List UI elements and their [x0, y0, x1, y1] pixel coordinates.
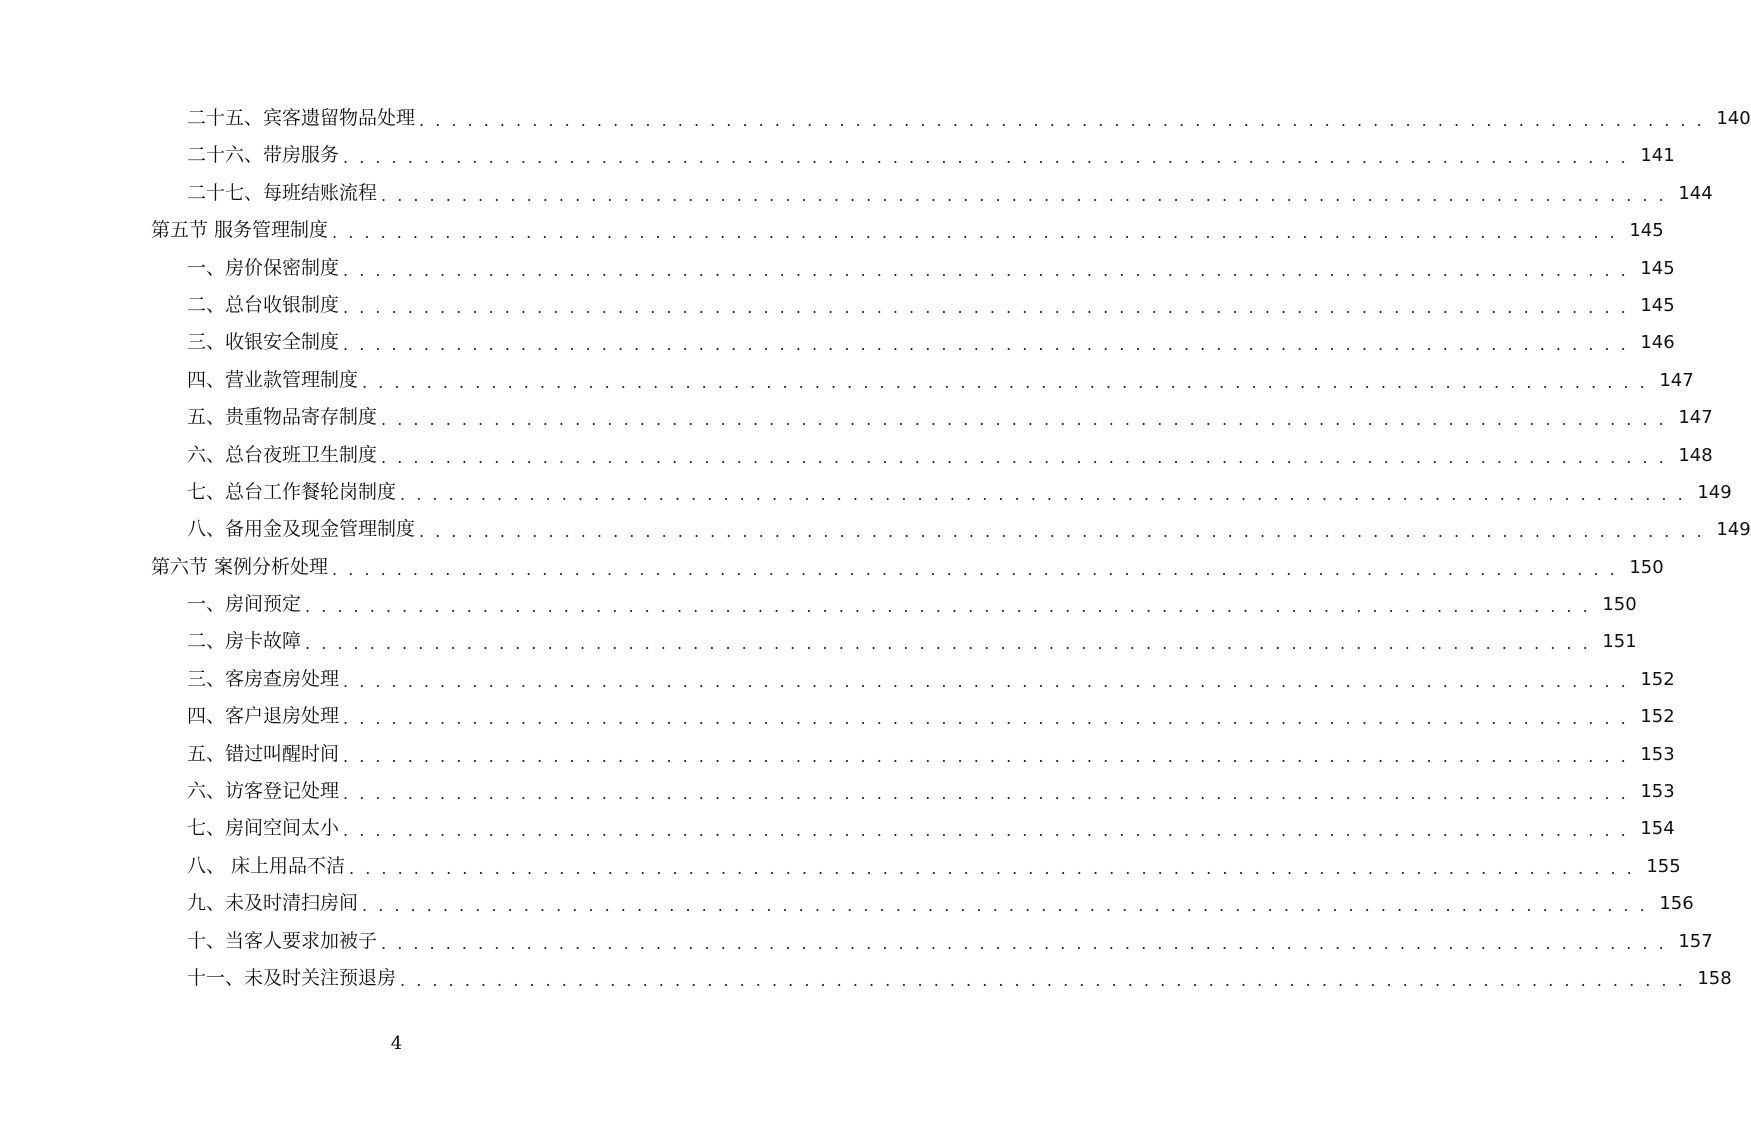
toc-entry-page-number: 152	[1640, 706, 1675, 728]
toc-entry-page-number: 153	[1640, 743, 1675, 765]
dot-leader: . . . . . . . . . . . . . . . . . . . . . . . . . . . . . . . . . . . . . . . . . . . . . . . . . . . . . . . . . . . . . . . . . . . . . . . . . . . . . . . .	[343, 821, 1629, 841]
dot-leader: . . . . . . . . . . . . . . . . . . . . . . . . . . . . . . . . . . . . . . . . . . . . . . . . . . . . . . . . . . . . . . . . . . . . . . . . . . . . . . . .	[343, 335, 1629, 355]
dot-leader: . . . . . . . . . . . . . . . . . . . . . . . . . . . . . . . . . . . . . . . . . . . . . . . . . . . . . . . . . . . . . . . . . . . . . . . . . . . . . . . .	[332, 559, 1618, 579]
dot-leader: . . . . . . . . . . . . . . . . . . . . . . . . . . . . . . . . . . . . . . . . . . . . . . . . . . . . . . . . . . . . . . . . . . . . . . . . . . . . . . . .	[400, 484, 1686, 504]
dot-leader: . . . . . . . . . . . . . . . . . . . . . . . . . . . . . . . . . . . . . . . . . . . . . . . . . . . . . . . . . . . . . . . . . . . . . . . . . . . . . . . .	[305, 634, 1591, 654]
dot-leader: . . . . . . . . . . . . . . . . . . . . . . . . . . . . . . . . . . . . . . . . . . . . . . . . . . . . . . . . . . . . . . . . . . . . . . . . . . . . . . . .	[400, 970, 1686, 990]
toc-entry-title: 六、总台夜班卫生制度	[187, 437, 381, 474]
toc-entry-page-number: 150	[1602, 594, 1637, 616]
toc-entry-page-number: 147	[1659, 369, 1694, 391]
toc-entry-title: 七、房间空间太小	[187, 810, 343, 847]
toc-entry-title: 十、当客人要求加被子	[187, 923, 381, 960]
toc-item-entry[interactable]	[187, 437, 1713, 474]
toc-entry-title: 六、访客登记处理	[187, 773, 343, 810]
toc-entry-page-number: 140	[1716, 108, 1751, 129]
toc-entry-page-number: 155	[1646, 855, 1681, 877]
toc-entry-page-number: 150	[1629, 556, 1664, 578]
toc-entry-title: 三、客房查房处理	[187, 661, 343, 698]
dot-leader: . . . . . . . . . . . . . . . . . . . . . . . . . . . . . . . . . . . . . . . . . . . . . . . . . . . . . . . . . . . . . . . . . . . . . . . . . . . . . . . .	[343, 784, 1629, 804]
dot-leader: . . . . . . . . . . . . . . . . . . . . . . . . . . . . . . . . . . . . . . . . . . . . . . . . . . . . . . . . . . . . . . . . . . . . . . . . . . . . . . . .	[362, 372, 1648, 392]
toc-item-entry[interactable]	[187, 698, 1675, 735]
dot-leader: . . . . . . . . . . . . . . . . . . . . . . . . . . . . . . . . . . . . . . . . . . . . . . . . . . . . . . . . . . . . . . . . . . . . . . . . . . . . . . . .	[343, 260, 1629, 280]
dot-leader: . . . . . . . . . . . . . . . . . . . . . . . . . . . . . . . . . . . . . . . . . . . . . . . . . . . . . . . . . . . . . . . . . . . . . . . . . . . . . . . .	[419, 111, 1705, 130]
dot-leader: . . . . . . . . . . . . . . . . . . . . . . . . . . . . . . . . . . . . . . . . . . . . . . . . . . . . . . . . . . . . . . . . . . . . . . . . . . . . . . . .	[305, 597, 1591, 617]
toc-entry-page-number: 157	[1678, 930, 1713, 952]
toc-entry-title: 第六节 案例分析处理	[151, 549, 332, 586]
toc-entry-title: 一、房间预定	[187, 586, 305, 623]
toc-item-entry[interactable]	[187, 250, 1675, 287]
toc-entry-title: 七、总台工作餐轮岗制度	[187, 474, 400, 511]
toc-entry-page-number: 148	[1678, 444, 1713, 466]
toc-entry-page-number: 149	[1716, 519, 1751, 541]
toc-item-entry[interactable]	[187, 474, 1732, 511]
dot-leader: . . . . . . . . . . . . . . . . . . . . . . . . . . . . . . . . . . . . . . . . . . . . . . . . . . . . . . . . . . . . . . . . . . . . . . . . . . . . . . . .	[343, 148, 1629, 168]
toc-entry-page-number: 151	[1602, 631, 1637, 653]
toc-item-entry[interactable]	[187, 100, 1751, 137]
toc-entry-title: 八、备用金及现金管理制度	[187, 511, 419, 548]
toc-entry-title: 四、客户退房处理	[187, 698, 343, 735]
toc-item-entry[interactable]	[187, 810, 1675, 847]
toc-entry-title: 二、总台收银制度	[187, 287, 343, 324]
toc-item-entry[interactable]	[187, 923, 1713, 960]
toc-entry-title: 二十六、带房服务	[187, 137, 343, 174]
toc-section-entry[interactable]	[151, 212, 1664, 249]
toc-entry-title: 二十五、宾客遗留物品处理	[187, 100, 419, 137]
table-of-contents	[0, 100, 1751, 997]
toc-entry-page-number: 146	[1640, 332, 1675, 354]
toc-entry-title: 八、 床上用品不洁	[187, 848, 349, 885]
toc-item-entry[interactable]	[187, 586, 1637, 623]
toc-item-entry[interactable]	[187, 848, 1681, 885]
dot-leader: . . . . . . . . . . . . . . . . . . . . . . . . . . . . . . . . . . . . . . . . . . . . . . . . . . . . . . . . . . . . . . . . . . . . . . . . . . . . . . . .	[343, 746, 1629, 766]
toc-entry-page-number: 152	[1640, 668, 1675, 690]
toc-item-entry[interactable]	[187, 885, 1694, 922]
dot-leader: . . . . . . . . . . . . . . . . . . . . . . . . . . . . . . . . . . . . . . . . . . . . . . . . . . . . . . . . . . . . . . . . . . . . . . . . . . . . . . . .	[343, 297, 1629, 317]
toc-item-entry[interactable]	[187, 661, 1675, 698]
toc-entry-page-number: 158	[1697, 967, 1732, 989]
toc-item-entry[interactable]	[187, 736, 1675, 773]
dot-leader: . . . . . . . . . . . . . . . . . . . . . . . . . . . . . . . . . . . . . . . . . . . . . . . . . . . . . . . . . . . . . . . . . . . . . . . . . . . . . . . .	[381, 447, 1667, 467]
toc-entry-page-number: 141	[1640, 145, 1675, 167]
toc-entry-page-number: 145	[1640, 257, 1675, 279]
toc-entry-title: 二十七、每班结账流程	[187, 175, 381, 212]
toc-entry-title: 五、错过叫醒时间	[187, 736, 343, 773]
toc-item-entry[interactable]	[187, 773, 1675, 810]
toc-entry-page-number: 144	[1678, 182, 1713, 204]
dot-leader: . . . . . . . . . . . . . . . . . . . . . . . . . . . . . . . . . . . . . . . . . . . . . . . . . . . . . . . . . . . . . . . . . . . . . . . . . . . . . . . .	[362, 896, 1648, 916]
toc-entry-title: 五、贵重物品寄存制度	[187, 399, 381, 436]
toc-item-entry[interactable]	[187, 511, 1751, 548]
dot-leader: . . . . . . . . . . . . . . . . . . . . . . . . . . . . . . . . . . . . . . . . . . . . . . . . . . . . . . . . . . . . . . . . . . . . . . . . . . . . . . . .	[349, 858, 1635, 878]
dot-leader: . . . . . . . . . . . . . . . . . . . . . . . . . . . . . . . . . . . . . . . . . . . . . . . . . . . . . . . . . . . . . . . . . . . . . . . . . . . . . . . .	[419, 522, 1705, 542]
toc-entry-title: 四、营业款管理制度	[187, 362, 362, 399]
toc-entry-title: 九、未及时清扫房间	[187, 885, 362, 922]
dot-leader: . . . . . . . . . . . . . . . . . . . . . . . . . . . . . . . . . . . . . . . . . . . . . . . . . . . . . . . . . . . . . . . . . . . . . . . . . . . . . . . .	[381, 933, 1667, 953]
toc-item-entry[interactable]	[187, 324, 1675, 361]
toc-section-entry[interactable]	[151, 549, 1664, 586]
toc-entry-page-number: 149	[1697, 481, 1732, 503]
dot-leader: . . . . . . . . . . . . . . . . . . . . . . . . . . . . . . . . . . . . . . . . . . . . . . . . . . . . . . . . . . . . . . . . . . . . . . . . . . . . . . . .	[381, 185, 1667, 205]
toc-item-entry[interactable]	[187, 399, 1713, 436]
toc-item-entry[interactable]	[187, 623, 1637, 660]
toc-entry-title: 第五节 服务管理制度	[151, 212, 332, 249]
toc-entry-page-number: 147	[1678, 407, 1713, 429]
toc-item-entry[interactable]	[187, 175, 1713, 212]
toc-entry-page-number: 153	[1640, 781, 1675, 803]
toc-entry-title: 十一、未及时关注预退房	[187, 960, 400, 997]
toc-item-entry[interactable]	[187, 137, 1675, 174]
toc-entry-title: 一、房价保密制度	[187, 250, 343, 287]
toc-entry-title: 三、收银安全制度	[187, 324, 343, 361]
toc-entry-page-number: 145	[1629, 220, 1664, 242]
toc-entry-page-number: 154	[1640, 818, 1675, 840]
dot-leader: . . . . . . . . . . . . . . . . . . . . . . . . . . . . . . . . . . . . . . . . . . . . . . . . . . . . . . . . . . . . . . . . . . . . . . . . . . . . . . . .	[343, 671, 1629, 691]
dot-leader: . . . . . . . . . . . . . . . . . . . . . . . . . . . . . . . . . . . . . . . . . . . . . . . . . . . . . . . . . . . . . . . . . . . . . . . . . . . . . . . .	[343, 709, 1629, 729]
toc-item-entry[interactable]	[187, 362, 1694, 399]
toc-entry-title: 二、房卡故障	[187, 623, 305, 660]
toc-item-entry[interactable]	[187, 960, 1732, 997]
toc-item-entry[interactable]	[187, 287, 1675, 324]
dot-leader: . . . . . . . . . . . . . . . . . . . . . . . . . . . . . . . . . . . . . . . . . . . . . . . . . . . . . . . . . . . . . . . . . . . . . . . . . . . . . . . .	[381, 410, 1667, 430]
dot-leader: . . . . . . . . . . . . . . . . . . . . . . . . . . . . . . . . . . . . . . . . . . . . . . . . . . . . . . . . . . . . . . . . . . . . . . . . . . . . . . . .	[332, 223, 1618, 243]
toc-entry-page-number: 156	[1659, 893, 1694, 915]
page-number: 4	[390, 1033, 403, 1054]
toc-entry-page-number: 145	[1640, 294, 1675, 316]
